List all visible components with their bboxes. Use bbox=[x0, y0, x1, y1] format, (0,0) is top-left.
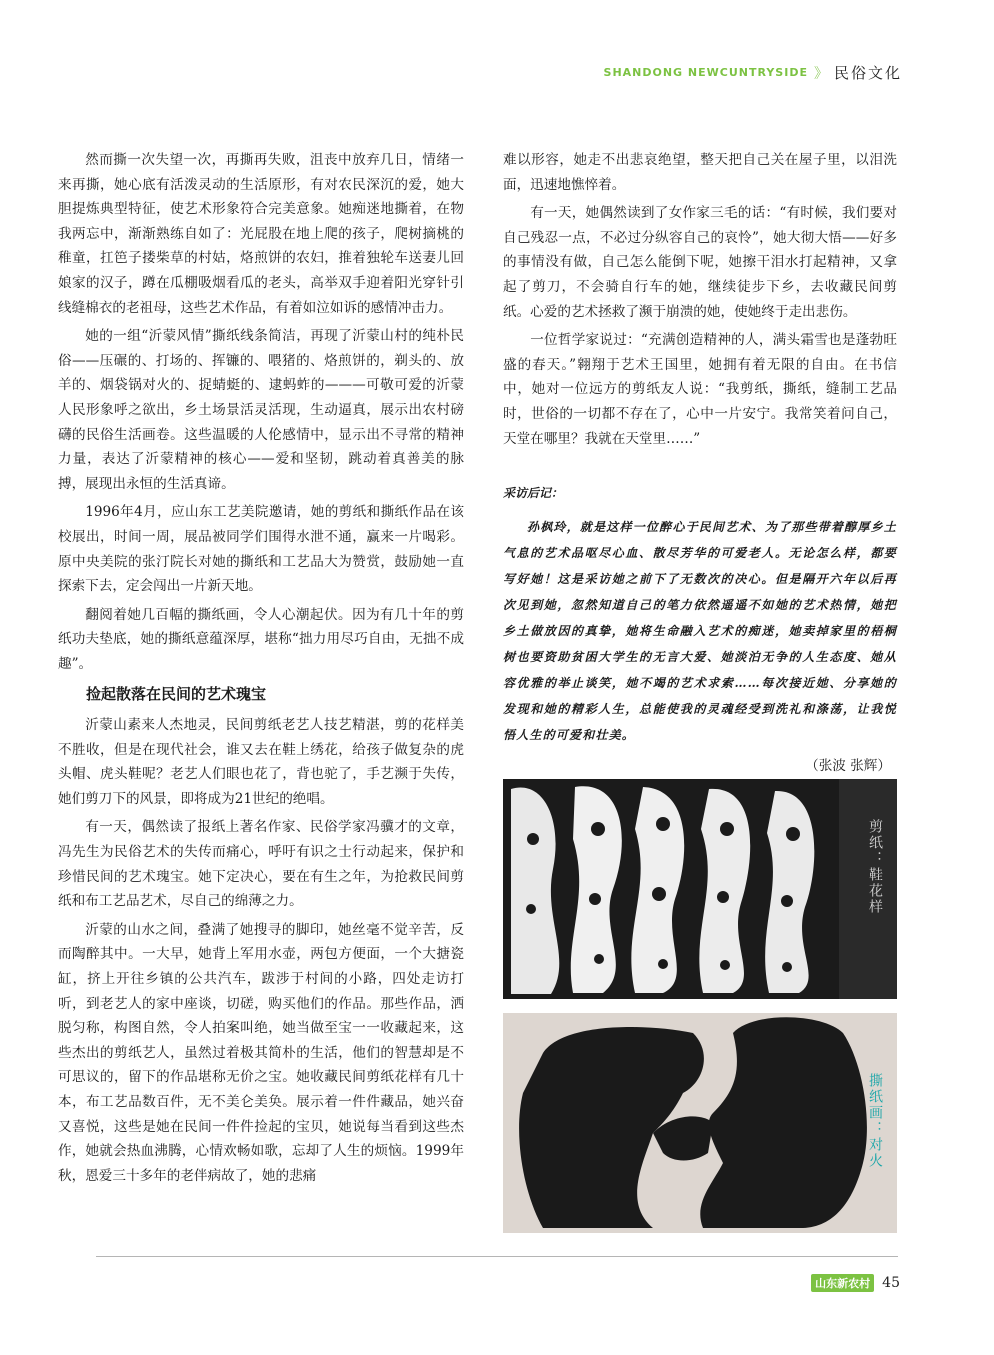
left-column bbox=[58, 148, 464, 1192]
header-section-title: 民俗文化 bbox=[833, 64, 902, 82]
interview-note-body: 孙枫玲，就是这样一位醉心于民间艺术、为了那些带着醇厚乡土气息的艺术品呕尽心血、散尽芳华的可爱老人。无论怎么样，都要写好她！这是采访她之前下了无数次的决心。但是隔开六年以后再次见到她，忽然知道自己的笔力依然遥遥不如她的艺术热情，她把乡土做放因的真挚，她将生命融入艺术的痴迷，她卖掉家里的梧桐树也要资助贫困大学生的无言大爱、她淡泊无争的人生态度、她从容优雅的举止谈笑，她不竭的艺术求索……每次接近她、分享她的发现和她的精彩人生，总能使我的灵魂经受到洗礼和涤荡，让我悦悟人生的可爱和壮美。 bbox=[503, 519, 897, 742]
torn-paper-illustration bbox=[503, 1013, 897, 1233]
paragraph: 沂蒙的山水之间，叠满了她搜寻的脚印，她丝毫不觉辛苦，反而陶醉其中。一大早，她背上军用水壶，两包方便面，一个大搪瓷缸，挤上开往乡镇的公共汽车，跋涉于村间的小路，四处走访打听，到老艺人的家中座谈，切磋，购买他们的作品。那些作品，洒脱匀称，构图自然，令人拍案叫绝，她当做至宝一一收藏起来，这些杰出的剪纸艺人，虽然过着极其简朴的生活，他们的智慧却是不可思议的，留下的作品堪称无价之宝。她收藏民间剪纸花样有几十本，布工艺品数百件，无不美仑美奂。展示着一件件藏品，她兴奋又喜悦，这些是她在民间一件件捡起的宝贝，她说每当看到这些杰作，她就会热血沸腾，心情欢畅如歌，忘却了人生的烦恼。1999年秋，恩爱三十多年的老伴病故了，她的悲痛 bbox=[58, 921, 464, 1184]
photo-caption: 撕纸画：对火 bbox=[867, 1073, 883, 1169]
interview-note-title: 采访后记： bbox=[503, 486, 564, 501]
paragraph: 难以形容，她走不出悲哀绝望，整天把自己关在屋子里，以泪洗面，迅速地憔悴着。 bbox=[503, 152, 897, 193]
header-separator: 》 bbox=[813, 65, 828, 82]
page-footer bbox=[811, 1274, 900, 1292]
shoe-pattern-illustration bbox=[503, 779, 897, 999]
page-number: 45 bbox=[882, 1275, 900, 1291]
paper-cut-shoe-pattern-photo bbox=[503, 779, 897, 999]
author-byline: （张波 张辉） bbox=[805, 757, 891, 774]
running-header bbox=[604, 62, 902, 83]
paragraph: 沂蒙山素来人杰地灵，民间剪纸老艺人技艺精湛，剪的花样美不胜收，但是在现代社会，谁又去在鞋上绣花，给孩子做复杂的虎头帽、虎头鞋呢？老艺人们眼也花了，背也驼了，手艺濒于失传，她们剪刀下的风景，即将成为21世纪的绝唱。 bbox=[58, 717, 464, 807]
torn-paper-painting-photo bbox=[503, 1013, 897, 1233]
paragraph: 1996年4月，应山东工艺美院邀请，她的剪纸和撕纸作品在该校展出，时间一周，展品被同学们围得水泄不通，赢来一片喝彩。原中央美院的张汀院长对她的撕纸和工艺品大为赞赏，鼓励她一直探索下去，定会闯出一片新天地。 bbox=[58, 504, 464, 595]
right-column bbox=[503, 148, 897, 778]
paragraph: 一位哲学家说过：“充满创造精神的人，满头霜雪也是蓬勃旺盛的春天。”翱翔于艺术王国里，她拥有着无限的自由。在书信中，她对一位远方的剪纸友人说：“我剪纸，撕纸，缝制工艺品时，世俗的一切都不存在了，心中一片安宁。我常笑着问自己，天堂在哪里？我就在天堂里……” bbox=[503, 332, 897, 447]
photo-caption: 剪纸：鞋花样 bbox=[867, 819, 883, 915]
footer-divider bbox=[96, 1256, 898, 1257]
paragraph: 有一天，偶然读了报纸上著名作家、民俗学家冯骥才的文章，冯先生为民俗艺术的失传而痛心，呼吁有识之士行动起来，保护和珍惜民间的艺术瑰宝。她下定决心，要在有生之年，为抢救民间剪纸和布工艺品艺术，尽自己的绵薄之力。 bbox=[58, 819, 464, 910]
paragraph: 她的一组“沂蒙风情”撕纸线条简洁，再现了沂蒙山村的纯朴民俗——压碾的、打场的、挥镰的、喂猪的、烙煎饼的，剃头的、放羊的、烟袋锅对火的、捉蜻蜓的、逮蚂蚱的———可敬可爱的沂蒙人民形象呼之欲出，乡土场景活灵活现，生动逼真，展示出农村磅礴的民俗生活画卷。这些温暖的人伦感情中，显示出不寻常的精神力量，表达了沂蒙精神的核心——爱和坚韧，跳动着真善美的脉搏，展现出永恒的生活真谛。 bbox=[58, 328, 464, 492]
paragraph: 然而撕一次失望一次，再撕再失败，沮丧中放弃几日，情绪一来再撕，她心底有活泼灵动的生活原形，有对农民深沉的爱，她大胆提炼典型特征，使艺术形象符合完美意象。她痴迷地撕着，在物我两忘中，渐渐熟练自如了：光屁股在地上爬的孩子，爬树摘桃的稚童，扛笆子搂柴草的村姑，烙煎饼的农妇，推着独轮车送妻儿回娘家的汉子，蹲在瓜棚吸烟看瓜的老头，高举双手迎着阳光穿针引线缝棉衣的老祖母，这些艺术作品，有着如泣如诉的感情冲击力。 bbox=[58, 152, 464, 316]
section-heading: 捡起散落在民间的艺术瑰宝 bbox=[86, 685, 267, 704]
paragraph: 翻阅着她几百幅的撕纸画，令人心潮起伏。因为有几十年的剪纸功夫垫底，她的撕纸意蕴深厚，堪称“拙力用尽巧自由，无拙不成趣”。 bbox=[58, 606, 464, 672]
header-english-title: SHANDONG NEWCUNTRYSIDE bbox=[603, 66, 808, 79]
paragraph: 有一天，她偶然读到了女作家三毛的话：“有时候，我们要对自己残忍一点，不必过分纵容自己的哀怜”，她大彻大悟——好多的事情没有做，自己怎么能倒下呢，她擦干泪水打起精神，又拿起了剪刀，不会骑自行车的她，继续徒步下乡，去收藏民间剪纸。心爱的艺术拯救了濒于崩溃的她，使她终于走出悲伤。 bbox=[503, 205, 897, 320]
magazine-logo: 山东新农村 bbox=[811, 1274, 874, 1292]
